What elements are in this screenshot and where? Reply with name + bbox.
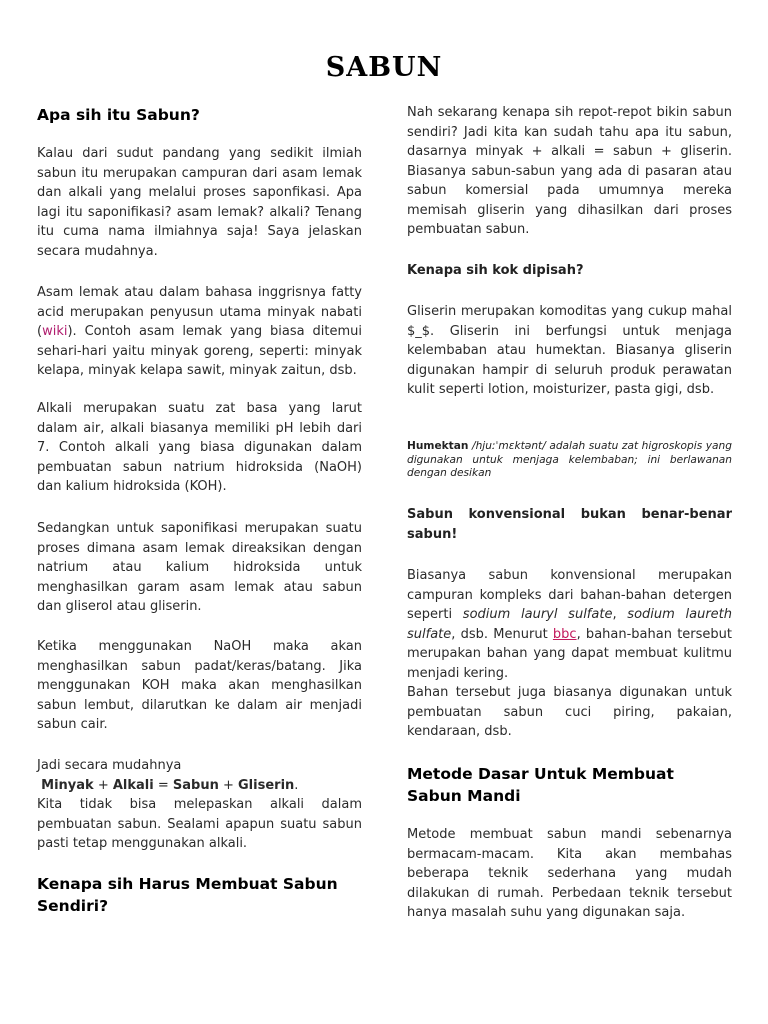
formula-sabun: Sabun: [172, 778, 219, 793]
heading-metode-dasar: Metode Dasar Untuk Membuat Sabun Mandi: [407, 765, 674, 805]
sodium-lauryl-sulfate: sodium lauryl sulfate: [462, 607, 613, 622]
paragraph-alkali: Alkali merupakan suatu zat basa yang larut dalam air, alkali biasanya memiliki pH lebih dari 7. Contoh alkali yang biasa digunakan dalam pembuatan sabun natrium hidroksida (NaOH) dan kalium hidroksida (KOH).: [37, 401, 362, 494]
paragraph-asam-lemak: [37, 283, 362, 381]
formula-end: .: [294, 778, 299, 793]
asam-lemak-text-a: Asam lemak atau dalam bahasa inggrisnya fatty acid merupakan penyusun utama minyak nabati (: [37, 285, 362, 339]
heading-apa-sih-itu-sabun: Apa sih itu Sabun?: [37, 106, 200, 124]
wiki-link[interactable]: wiki: [42, 324, 68, 339]
paragraph-jadi-secara: Jadi secara mudahnya: [37, 758, 182, 773]
paragraph-intro: Kalau dari sudut pandang yang sedikit ilmiah sabun itu merupakan campuran dari asam lemak dan alkali yang melalui proses saponfikasi. Apa lagi itu saponifikasi? asam lemak? alkali? Tenang itu cuma nama ilmiahnya saja! Saya jelaskan secara mudahnya.: [37, 146, 362, 259]
asam-lemak-text-b: ). Contoh asam lemak yang biasa ditemui sehari-hari yaitu minyak goreng, seperti: minyak kelapa, minyak kelapa sawit, minyak zaitun, dsb.: [37, 324, 362, 378]
formula-alkali: Alkali: [112, 778, 154, 793]
heading-sabun-konvensional: Sabun konvensional bukan benar-benar sabun!: [407, 507, 732, 542]
paragraph-nah-sekarang: Nah sekarang kenapa sih repot-repot bikin sabun sendiri? Jadi kita kan sudah tahu apa itu sabun, dasarnya minyak + alkali = sabun + gliserin. Biasanya sabun-sabun yang ada di pasaran atau sabun komersial pada umumnya mereka memisah gliserin yang dihasilkan dari proses pembuatan sabun.: [407, 105, 732, 237]
paragraph-biasanya-sabun: [407, 566, 732, 683]
formula-plus: +: [93, 778, 113, 793]
paragraph-kita-tidak-bisa: Kita tidak bisa melepaskan alkali dalam pembuatan sabun. Sealami apapun suatu sabun pasti tetap menggunakan alkali.: [37, 797, 362, 851]
formula-line: [37, 776, 362, 796]
biasanya-text-c: , bahan-bahan tersebut merupakan bahan yang dapat membuat kulitmu menjadi kering.: [407, 626, 732, 681]
formula-plus: +: [218, 778, 239, 793]
page-title: SABUN: [325, 52, 443, 83]
biasanya-comma: ,: [612, 607, 628, 622]
paragraph-bahan-tersebut: Bahan tersebut juga biasanya digunakan untuk pembuatan sabun cuci piring, pakaian, kendaraan, dsb.: [407, 685, 732, 739]
heading-kenapa-dipisah: Kenapa sih kok dipisah?: [407, 263, 584, 278]
paragraph-gliserin: Gliserin merupakan komoditas yang cukup mahal $_$. Gliserin ini berfungsi untuk menjaga kelembaban atau humektan. Biasanya gliserin digunakan hampir di seluruh produk perawatan kulit seperti lotion, moisturizer, pasta gigi, dsb.: [407, 304, 732, 397]
paragraph-naoh-koh: Ketika menggunakan NaOH maka akan menghasilkan sabun padat/keras/batang. Jika menggunakan KOH maka akan menghasilkan sabun lembut, dilarutkan ke dalam air menjadi sabun cair.: [37, 639, 362, 732]
biasanya-text-a: Biasanya sabun konvensional merupakan campuran kompleks dari bahan-bahan detergen seperti: [407, 568, 732, 622]
note-humektan-term: Humektan: [407, 440, 469, 452]
paragraph-saponifikasi: Sedangkan untuk saponifikasi merupakan suatu proses dimana asam lemak direaksikan dengan natrium atau kalium hidroksida untuk menghasilkan garam asam lemak atau sabun dan gliserol atau gliserin.: [37, 521, 362, 614]
formula-equals: =: [153, 778, 173, 793]
note-humektan: [407, 440, 732, 481]
paragraph-metode: Metode membuat sabun mandi sebenarnya bermacam-macam. Kita akan membahas beberapa teknik sederhana yang mudah dilakukan di rumah. Perbedaan teknik tersebut hanya masalah suhu yang digunakan saja.: [407, 827, 732, 920]
sodium-laureth-sulfate: sodium laureth sulfate: [407, 607, 732, 642]
heading-kenapa-harus-membuat: Kenapa sih Harus Membuat Sabun Sendiri?: [37, 875, 338, 915]
note-humektan-text: /hjuːˈmɛktənt/ adalah suatu zat higroskopis yang digunakan untuk menjaga kelembaban; ini berlawanan dengan desikan: [407, 440, 732, 479]
formula-gliserin: Gliserin: [238, 778, 295, 793]
formula-minyak: Minyak: [41, 778, 94, 793]
bbc-link[interactable]: bbc: [552, 626, 577, 642]
biasanya-text-b: , dsb. Menurut: [451, 626, 553, 642]
